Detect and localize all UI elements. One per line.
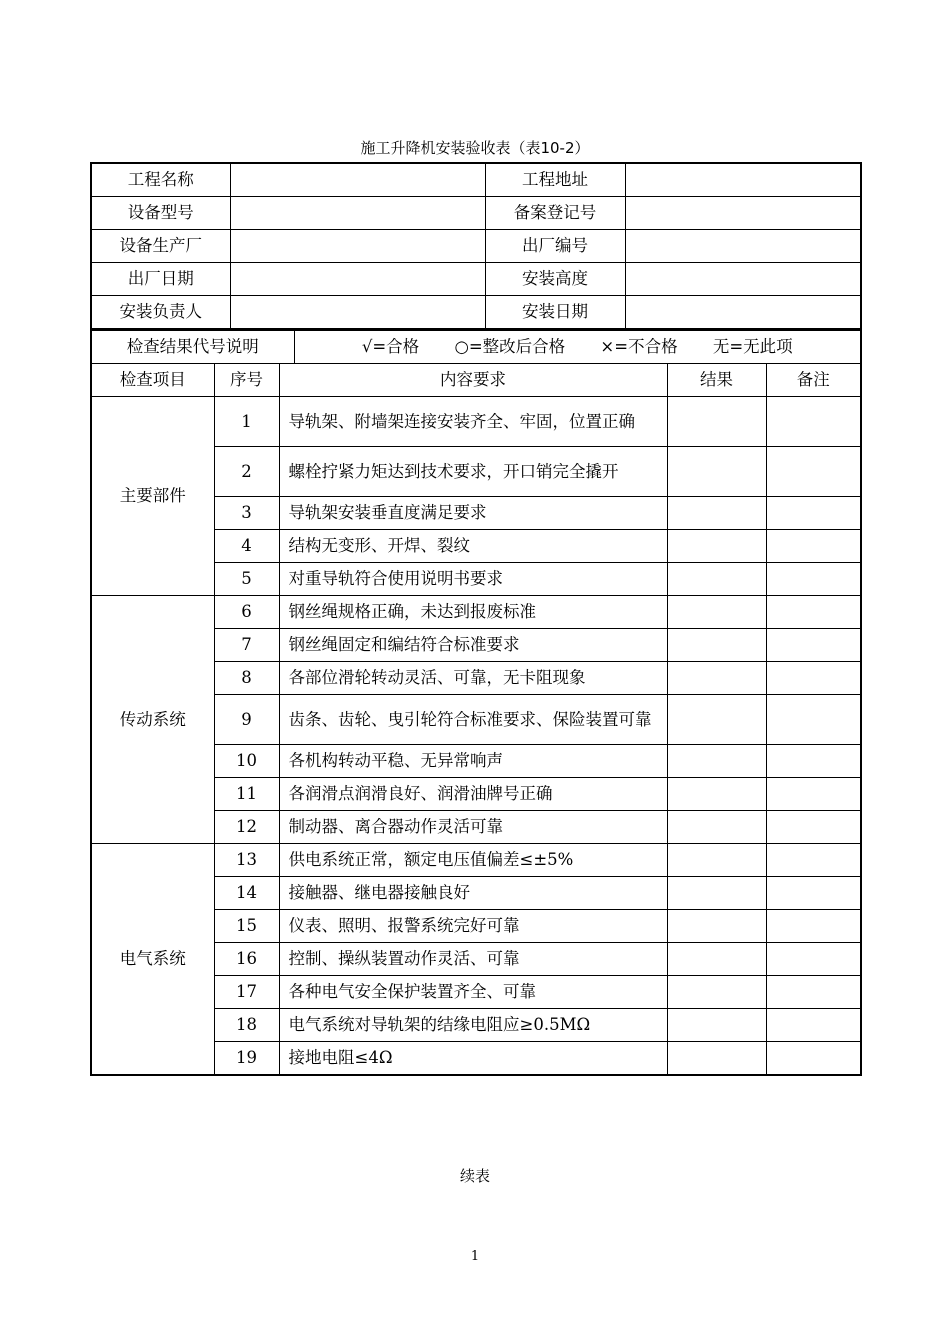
row-seq: 2: [214, 447, 279, 497]
row-requirement: 齿条、齿轮、曳引轮符合标准要求、保险装置可靠: [279, 695, 667, 745]
row-requirement: 控制、操纵装置动作灵活、可靠: [279, 943, 667, 976]
group-main-components: 主要部件: [91, 397, 214, 596]
row-remark[interactable]: [766, 877, 861, 910]
row-result[interactable]: [667, 1009, 766, 1042]
manufacture-date-label: 出厂日期: [91, 263, 230, 296]
row-requirement: 供电系统正常，额定电压值偏差≤±5%: [279, 844, 667, 877]
inspection-header-row: [91, 364, 861, 397]
row-requirement: 钢丝绳规格正确，未达到报废标准: [279, 596, 667, 629]
row-remark[interactable]: [766, 976, 861, 1009]
table-row: [91, 844, 861, 877]
project-name-label: 工程名称: [91, 163, 230, 197]
row-remark[interactable]: [766, 563, 861, 596]
row-remark[interactable]: [766, 811, 861, 844]
manufacturer-field[interactable]: [230, 230, 485, 263]
page-number: 1: [470, 1249, 480, 1264]
row-seq: 4: [214, 530, 279, 563]
header-content: 内容要求: [279, 364, 667, 397]
info-row: [91, 197, 861, 230]
row-requirement: 结构无变形、开焊、裂纹: [279, 530, 667, 563]
legend-label: 检查结果代号说明: [91, 331, 294, 364]
code-pass-after-fix: ○=整改后合格: [454, 337, 566, 356]
equipment-model-field[interactable]: [230, 197, 485, 230]
row-seq: 18: [214, 1009, 279, 1042]
row-requirement: 接地电阻≤4Ω: [279, 1042, 667, 1076]
row-requirement: 电气系统对导轨架的结缘电阻应≥0.5MΩ: [279, 1009, 667, 1042]
row-remark[interactable]: [766, 778, 861, 811]
install-date-label: 安装日期: [485, 296, 625, 330]
table-row: [91, 596, 861, 629]
row-remark[interactable]: [766, 943, 861, 976]
row-result[interactable]: [667, 530, 766, 563]
row-seq: 3: [214, 497, 279, 530]
form-title: 施工升降机安装验收表（表10-2）: [360, 139, 590, 157]
header-result: 结果: [667, 364, 766, 397]
row-seq: 14: [214, 877, 279, 910]
row-seq: 11: [214, 778, 279, 811]
row-requirement: 导轨架安装垂直度满足要求: [279, 497, 667, 530]
row-result[interactable]: [667, 943, 766, 976]
row-result[interactable]: [667, 497, 766, 530]
continued-label: 续表: [459, 1167, 490, 1185]
row-remark[interactable]: [766, 1009, 861, 1042]
row-seq: 8: [214, 662, 279, 695]
row-remark[interactable]: [766, 447, 861, 497]
row-result[interactable]: [667, 778, 766, 811]
row-remark[interactable]: [766, 596, 861, 629]
code-fail: ×=不合格: [600, 337, 678, 356]
install-manager-field[interactable]: [230, 296, 485, 330]
group-electrical-system: 电气系统: [91, 844, 214, 1076]
row-result[interactable]: [667, 1042, 766, 1076]
row-seq: 13: [214, 844, 279, 877]
serial-number-label: 出厂编号: [485, 230, 625, 263]
code-pass: √=合格: [361, 337, 420, 356]
row-result[interactable]: [667, 976, 766, 1009]
info-row: [91, 296, 861, 330]
row-seq: 16: [214, 943, 279, 976]
row-requirement: 导轨架、附墙架连接安装齐全、牢固，位置正确: [279, 397, 667, 447]
manufacturer-label: 设备生产厂: [91, 230, 230, 263]
row-seq: 1: [214, 397, 279, 447]
result-code-legend: [90, 330, 862, 364]
row-result[interactable]: [667, 397, 766, 447]
install-height-field[interactable]: [625, 263, 861, 296]
row-seq: 15: [214, 910, 279, 943]
manufacture-date-field[interactable]: [230, 263, 485, 296]
row-result[interactable]: [667, 910, 766, 943]
row-requirement: 各机构转动平稳、无异常响声: [279, 745, 667, 778]
row-result[interactable]: [667, 662, 766, 695]
row-result[interactable]: [667, 745, 766, 778]
group-transmission-system: 传动系统: [91, 596, 214, 844]
row-result[interactable]: [667, 629, 766, 662]
row-requirement: 螺栓拧紧力矩达到技术要求，开口销完全撬开: [279, 447, 667, 497]
row-result[interactable]: [667, 596, 766, 629]
inspection-table: [90, 363, 862, 1076]
row-remark[interactable]: [766, 844, 861, 877]
row-remark[interactable]: [766, 629, 861, 662]
row-seq: 17: [214, 976, 279, 1009]
code-not-applicable: 无=无此项: [712, 337, 793, 356]
install-date-field[interactable]: [625, 296, 861, 330]
row-requirement: 接触器、继电器接触良好: [279, 877, 667, 910]
table-row: [91, 397, 861, 447]
row-result[interactable]: [667, 811, 766, 844]
row-requirement: 制动器、离合器动作灵活可靠: [279, 811, 667, 844]
row-remark[interactable]: [766, 497, 861, 530]
registration-number-field[interactable]: [625, 197, 861, 230]
project-name-field[interactable]: [230, 163, 485, 197]
row-requirement: 各润滑点润滑良好、润滑油牌号正确: [279, 778, 667, 811]
install-height-label: 安装高度: [485, 263, 625, 296]
info-row: [91, 263, 861, 296]
row-remark[interactable]: [766, 695, 861, 745]
row-seq: 10: [214, 745, 279, 778]
row-requirement: 各种电气安全保护装置齐全、可靠: [279, 976, 667, 1009]
row-remark[interactable]: [766, 745, 861, 778]
info-row: [91, 230, 861, 263]
row-remark[interactable]: [766, 397, 861, 447]
row-result[interactable]: [667, 447, 766, 497]
row-remark[interactable]: [766, 530, 861, 563]
row-seq: 12: [214, 811, 279, 844]
row-remark[interactable]: [766, 910, 861, 943]
row-requirement: 各部位滑轮转动灵活、可靠，无卡阻现象: [279, 662, 667, 695]
project-info-table: [90, 162, 862, 330]
row-seq: 9: [214, 695, 279, 745]
row-remark[interactable]: [766, 1042, 861, 1076]
row-result[interactable]: [667, 695, 766, 745]
row-seq: 6: [214, 596, 279, 629]
header-item: 检查项目: [91, 364, 214, 397]
row-result[interactable]: [667, 844, 766, 877]
info-row: [91, 163, 861, 197]
row-requirement: 钢丝绳固定和编结符合标准要求: [279, 629, 667, 662]
row-requirement: 仪表、照明、报警系统完好可靠: [279, 910, 667, 943]
row-result[interactable]: [667, 563, 766, 596]
project-address-field[interactable]: [625, 163, 861, 197]
legend-codes: [294, 331, 861, 364]
row-seq: 5: [214, 563, 279, 596]
serial-number-field[interactable]: [625, 230, 861, 263]
install-manager-label: 安装负责人: [91, 296, 230, 330]
header-seq: 序号: [214, 364, 279, 397]
row-requirement: 对重导轨符合使用说明书要求: [279, 563, 667, 596]
equipment-model-label: 设备型号: [91, 197, 230, 230]
row-remark[interactable]: [766, 662, 861, 695]
project-address-label: 工程地址: [485, 163, 625, 197]
row-seq: 7: [214, 629, 279, 662]
row-result[interactable]: [667, 877, 766, 910]
header-remark: 备注: [766, 364, 861, 397]
registration-number-label: 备案登记号: [485, 197, 625, 230]
row-seq: 19: [214, 1042, 279, 1076]
